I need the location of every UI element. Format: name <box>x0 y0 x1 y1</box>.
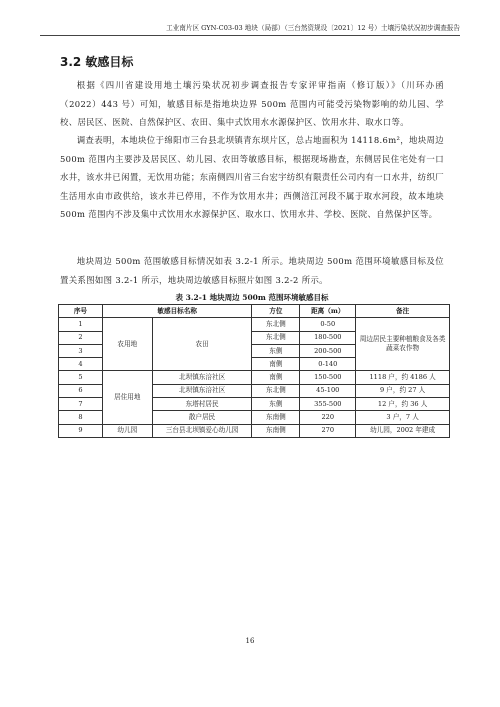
row-number: 9 <box>59 424 103 437</box>
direction: 东侧 <box>252 344 300 357</box>
note: 3 户，7 人 <box>356 411 450 424</box>
sensitive-targets-table <box>58 304 450 438</box>
row-number: 2 <box>59 331 103 344</box>
direction: 南侧 <box>252 371 300 384</box>
group-label: 幼儿园 <box>102 424 152 437</box>
note: 幼儿园，2002 年建成 <box>356 424 450 437</box>
distance: 0-50 <box>300 318 356 331</box>
distance: 200-500 <box>300 344 356 357</box>
row-number: 4 <box>59 358 103 371</box>
row-number: 8 <box>59 411 103 424</box>
distance: 220 <box>300 411 356 424</box>
note: 1118 户，约 4186 人 <box>356 371 450 384</box>
target-name: 北坝镇东涪社区 <box>152 384 252 397</box>
row-number: 1 <box>59 318 103 331</box>
distance: 355-500 <box>300 398 356 411</box>
paragraph-text: 调查表明，本地块位于绵阳市三台县北坝镇青东坝片区，总占地面积为 14118.6m²，地块周边 500m 范围内主要涉及居民区、幼儿园、农田等敏感目标，根据现场勘查，东侧居民住宅处有一口水井，该水井已闲置，无饮用功能；东南侧四川省三台宏宇纺织有限责任公司内有一口水井，纺织厂生活用水由市政供给，该水井已停用，不作为饮用水井；西侧涪江河段不属于取水河段，故本地块 500m 范围内不涉及集中式饮用水水源保护区、取水口、饮用水井、学校、医院、自然保护区等。 <box>60 135 444 220</box>
table-row <box>59 318 450 331</box>
distance: 270 <box>300 424 356 437</box>
table-row <box>59 371 450 384</box>
row-number: 6 <box>59 384 103 397</box>
distance: 150-500 <box>300 371 356 384</box>
target-name: 东塔村居民 <box>152 398 252 411</box>
direction: 东南侧 <box>252 411 300 424</box>
header-cell: 序号 <box>59 305 103 318</box>
target-name: 散户居民 <box>152 411 252 424</box>
direction: 南侧 <box>252 358 300 371</box>
table-caption: 表 3.2-1 地块周边 500m 范围环境敏感目标 <box>175 293 329 302</box>
direction: 东北侧 <box>252 331 300 344</box>
direction: 东北侧 <box>252 384 300 397</box>
paragraph-text: 根据《四川省建设用地土壤污染状况初步调查报告专家评审指南（修订版）》（川环办函（2022）443 号）可知，敏感目标是指地块边界 500m 范围内可能受污染物影响的幼儿园、学校、居民区、医院、自然保护区、农田、集中式饮用水水源保护区、饮用水井、取水口等。 <box>60 80 444 128</box>
header-cell: 距离（m） <box>300 305 356 318</box>
note: 9 户，约 27 人 <box>356 384 450 397</box>
group-label: 农用地 <box>102 318 152 371</box>
direction: 东南侧 <box>252 424 300 437</box>
row-number: 7 <box>59 398 103 411</box>
distance: 45-100 <box>300 384 356 397</box>
header-cell: 敏感目标名称 <box>102 305 252 318</box>
paragraph-3 <box>60 252 444 289</box>
note: 周边居民主要种植粮食及各类蔬菜农作物 <box>356 318 450 371</box>
page-header: 工业南片区 GYN-C03-03 地块（局部）（三台然资规设〔2021〕12 号）土壤污染状况初步调查报告 <box>40 22 460 36</box>
header-cell: 方位 <box>252 305 300 318</box>
direction: 东侧 <box>252 398 300 411</box>
paragraph-2 <box>60 131 444 224</box>
group-label: 居住用地 <box>102 371 152 424</box>
row-number: 3 <box>59 344 103 357</box>
target-name: 北坝镇东涪社区 <box>152 371 252 384</box>
distance: 0-140 <box>300 358 356 371</box>
distance: 180-500 <box>300 331 356 344</box>
section-title: 3.2 敏感目标 <box>60 55 134 69</box>
note: 12 户，约 36 人 <box>356 398 450 411</box>
header-cell: 备注 <box>356 305 450 318</box>
direction: 东北侧 <box>252 318 300 331</box>
paragraph-1 <box>60 76 444 132</box>
table-header-row <box>59 305 450 318</box>
paragraph-text: 地块周边 500m 范围敏感目标情况如表 3.2-1 所示。地块周边 500m 范围环境敏感目标及位置关系图如图 3.2-1 所示，地块周边敏感目标照片如图 3.2-2 所示。 <box>60 256 444 285</box>
target-name: 三台县北坝镇爱心幼儿园 <box>152 424 252 437</box>
target-name: 农田 <box>152 318 252 371</box>
page-number: 16 <box>245 637 255 645</box>
row-number: 5 <box>59 371 103 384</box>
table-row <box>59 424 450 437</box>
